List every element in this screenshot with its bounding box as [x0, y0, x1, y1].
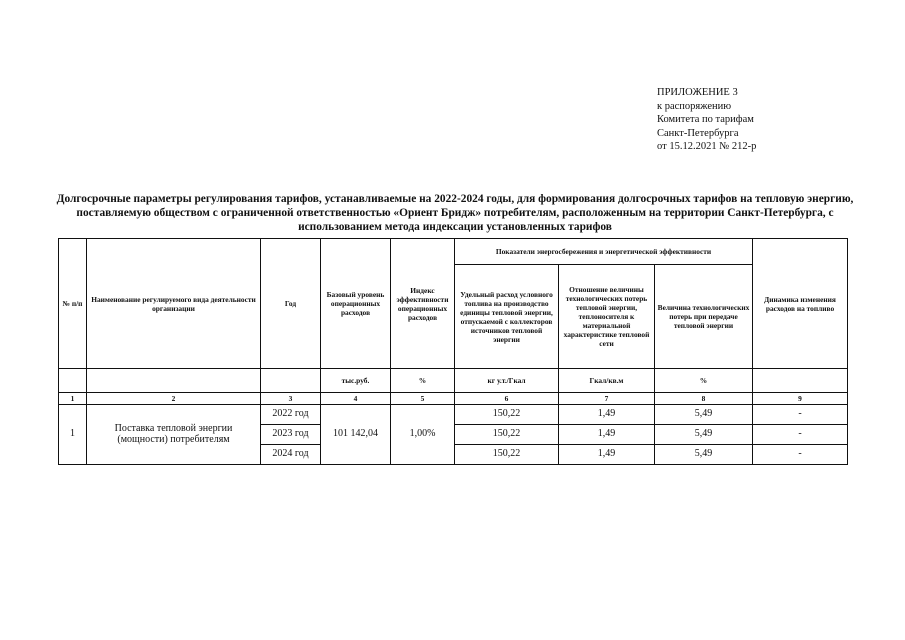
- row-index: 1,00%: [391, 405, 455, 465]
- document-title: Долгосрочные параметры регулирования тарифов, устанавливаемые на 2022-2024 годы, для формирования долгосрочных тарифов на тепловую энергию, поставляемую обществом с ограниченной ответственностью «Ориент Бридж» потребителям, расположенным на территории Санкт-Петербурга, с использованием метода индексации установленных тарифов: [56, 193, 854, 233]
- col-number: 3: [261, 393, 321, 405]
- row-fuel: 150,22: [455, 445, 559, 465]
- col-number: 7: [559, 393, 655, 405]
- row-losses: 5,49: [655, 405, 753, 425]
- col-number: 6: [455, 393, 559, 405]
- header-losses: Величина технологических потерь при передаче тепловой энергии: [655, 265, 753, 369]
- row-year: 2024 год: [261, 445, 321, 465]
- col-number: 9: [753, 393, 848, 405]
- row-fuel: 150,22: [455, 405, 559, 425]
- row-ratio: 1,49: [559, 445, 655, 465]
- header-num: № п/п: [59, 239, 87, 369]
- row-dynamics: -: [753, 425, 848, 445]
- appendix-line: к распоряжению: [657, 100, 732, 112]
- header-year: Год: [261, 239, 321, 369]
- row-year: 2023 год: [261, 425, 321, 445]
- row-fuel: 150,22: [455, 425, 559, 445]
- row-year: 2022 год: [261, 405, 321, 425]
- row-num: 1: [59, 405, 87, 465]
- header-activity: Наименование регулируемого вида деятельности организации: [87, 239, 261, 369]
- header-index: Индекс эффективности операционных расходов: [391, 239, 455, 369]
- row-dynamics: -: [753, 405, 848, 425]
- row-ratio: 1,49: [559, 405, 655, 425]
- col-number: 1: [59, 393, 87, 405]
- col-number: 2: [87, 393, 261, 405]
- col-number: 8: [655, 393, 753, 405]
- header-fuel: Удельный расход условного топлива на производство единицы тепловой энергии, отпускаемой с коллекторов источников тепловой энергии: [455, 265, 559, 369]
- row-activity: Поставка тепловой энергии (мощности) потребителям: [87, 405, 261, 465]
- unit-cell: кг у.т./Гкал: [455, 369, 559, 393]
- unit-cell: %: [391, 369, 455, 393]
- row-ratio: 1,49: [559, 425, 655, 445]
- header-group: Показатели энергосбережения и энергетической эффективности: [455, 239, 753, 265]
- unit-cell: %: [655, 369, 753, 393]
- appendix-line: Санкт-Петербурга: [657, 127, 739, 139]
- appendix-line: от 15.12.2021 № 212-р: [657, 141, 757, 153]
- row-losses: 5,49: [655, 425, 753, 445]
- header-dynamics: Динамика изменения расходов на топливо: [753, 239, 848, 369]
- unit-cell: Гкал/кв.м: [559, 369, 655, 393]
- appendix-line: Комитета по тарифам: [657, 114, 754, 126]
- row-dynamics: -: [753, 445, 848, 465]
- col-number: 5: [391, 393, 455, 405]
- header-base: Базовый уровень операционных расходов: [321, 239, 391, 369]
- appendix-block: [657, 86, 756, 154]
- header-ratio: Отношение величины технологических потерь тепловой энергии, теплоносителя к материальной характеристике тепловой сети: [559, 265, 655, 369]
- row-base: 101 142,04: [321, 405, 391, 465]
- col-number: 4: [321, 393, 391, 405]
- unit-cell: тыс.руб.: [321, 369, 391, 393]
- row-losses: 5,49: [655, 445, 753, 465]
- appendix-line: ПРИЛОЖЕНИЕ 3: [657, 87, 738, 98]
- tariff-table: [58, 238, 847, 463]
